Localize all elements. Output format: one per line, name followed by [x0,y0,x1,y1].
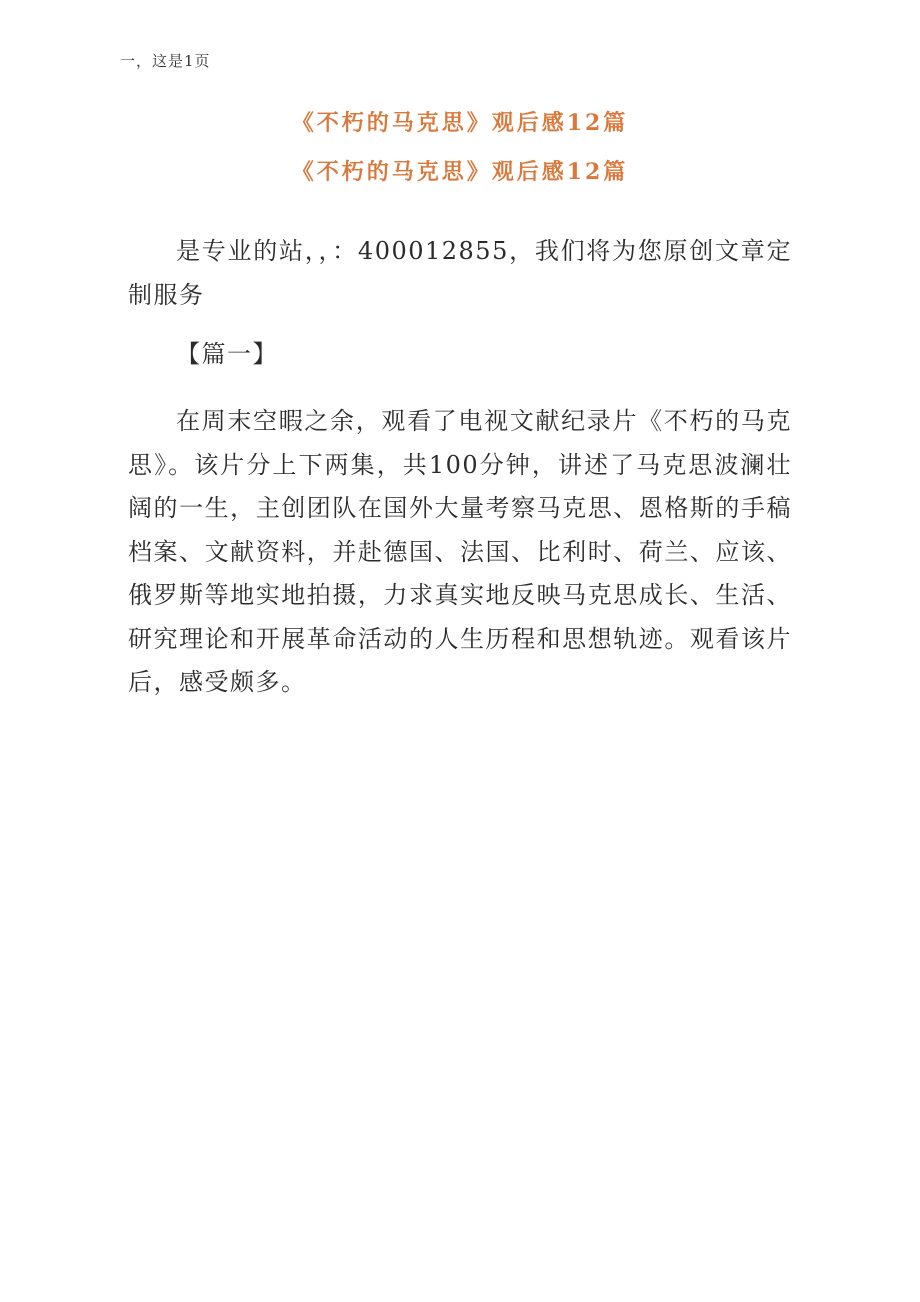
document-title: 《不朽的马克思》观后感12篇 [291,110,629,136]
body-paragraph: 在周末空暇之余，观看了电视文献纪录片《不朽的马克思》。该片分上下两集，共100分钟，讲述了马克思波澜壮阔的一生，主创团队在国外大量考察马克思、恩格斯的手稿档案、文献资料，并赴德国、法国、比利时、荷兰、应该、俄罗斯等地实地拍摄，力求真实地反映马克思成长、生活、研究理论和开展革命活动的人生历程和思想轨迹。观看该片后，感受颇多。 [128,407,792,696]
intro-paragraph: 是专业的站，，：400012855，我们将为您原创文章定制服务 [128,237,792,309]
page-number-note: 一，这是1页 [120,52,211,70]
section-marker: 【篇一】 [176,340,278,368]
document-title-repeat: 《不朽的马克思》观后感12篇 [291,159,629,185]
